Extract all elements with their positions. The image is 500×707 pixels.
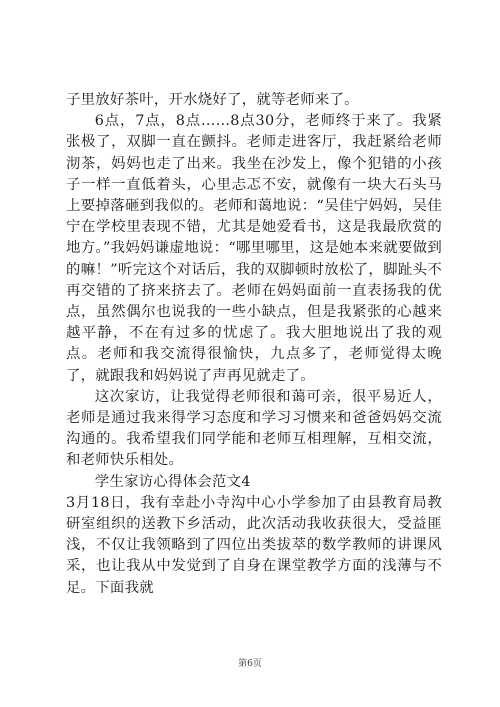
paragraph-section4-intro: 3月18日，我有幸赴小寺沟中心小学参加了由县教育局教研室组织的送教下乡活动，此次活动我收获很大，受益匪浅，不仅让我领略到了四位出类拔萃的数学教师的讲课风采，也让我从中发觉到了自身在课堂教学方面的浅薄与不足。下面我就 (66, 494, 442, 596)
paragraph-home-visit-story: 6点，7点，8点……8点30分，老师终于来了。我紧张极了，双脚一直在颤抖。老师走进客厅，我赶紧给老师沏茶，妈妈也走了出来。我坐在沙发上，像个犯错的小孩子一样一直低着头，心里忐忑不安，就像有一块大石头马上要掉落砸到我似的。老师和蔼地说：“吴佳宁妈妈，吴佳宁在学校里表现不错，尤其是她爱看书，这是我最欣赏的地方。”我妈妈谦虚地说：“哪里哪里，这是她本来就要做到的嘛！”听完这个对话后，我的双脚顿时放松了，脚趾头不再交错的了挤来挤去了。老师在妈妈面前一直表扬我的优点，虽然偶尔也说我的一些小缺点，但是我紧张的心越来越平静，不在有过多的忧虑了。我大胆地说出了我的观点。老师和我交流得很愉快，九点多了，老师觉得太晚了，就跟我和妈妈说了声再见就走了。 (66, 113, 442, 384)
paragraph-continuation: 子里放好茶叶，开水烧好了，就等老师来了。 (66, 92, 359, 108)
section-heading: 学生家访心得体会范文4 (94, 473, 251, 490)
paragraph-reflection: 这次家访，让我觉得老师很和蔼可亲，很平易近人，老师是通过我来得学习态度和学习习惯来和爸爸妈妈交流沟通的。我希望我们同学能和老师互相理解，互相交流，和老师快乐相处。 (66, 388, 442, 469)
page-body (66, 90, 442, 599)
page-number: 第6页 (238, 659, 262, 669)
